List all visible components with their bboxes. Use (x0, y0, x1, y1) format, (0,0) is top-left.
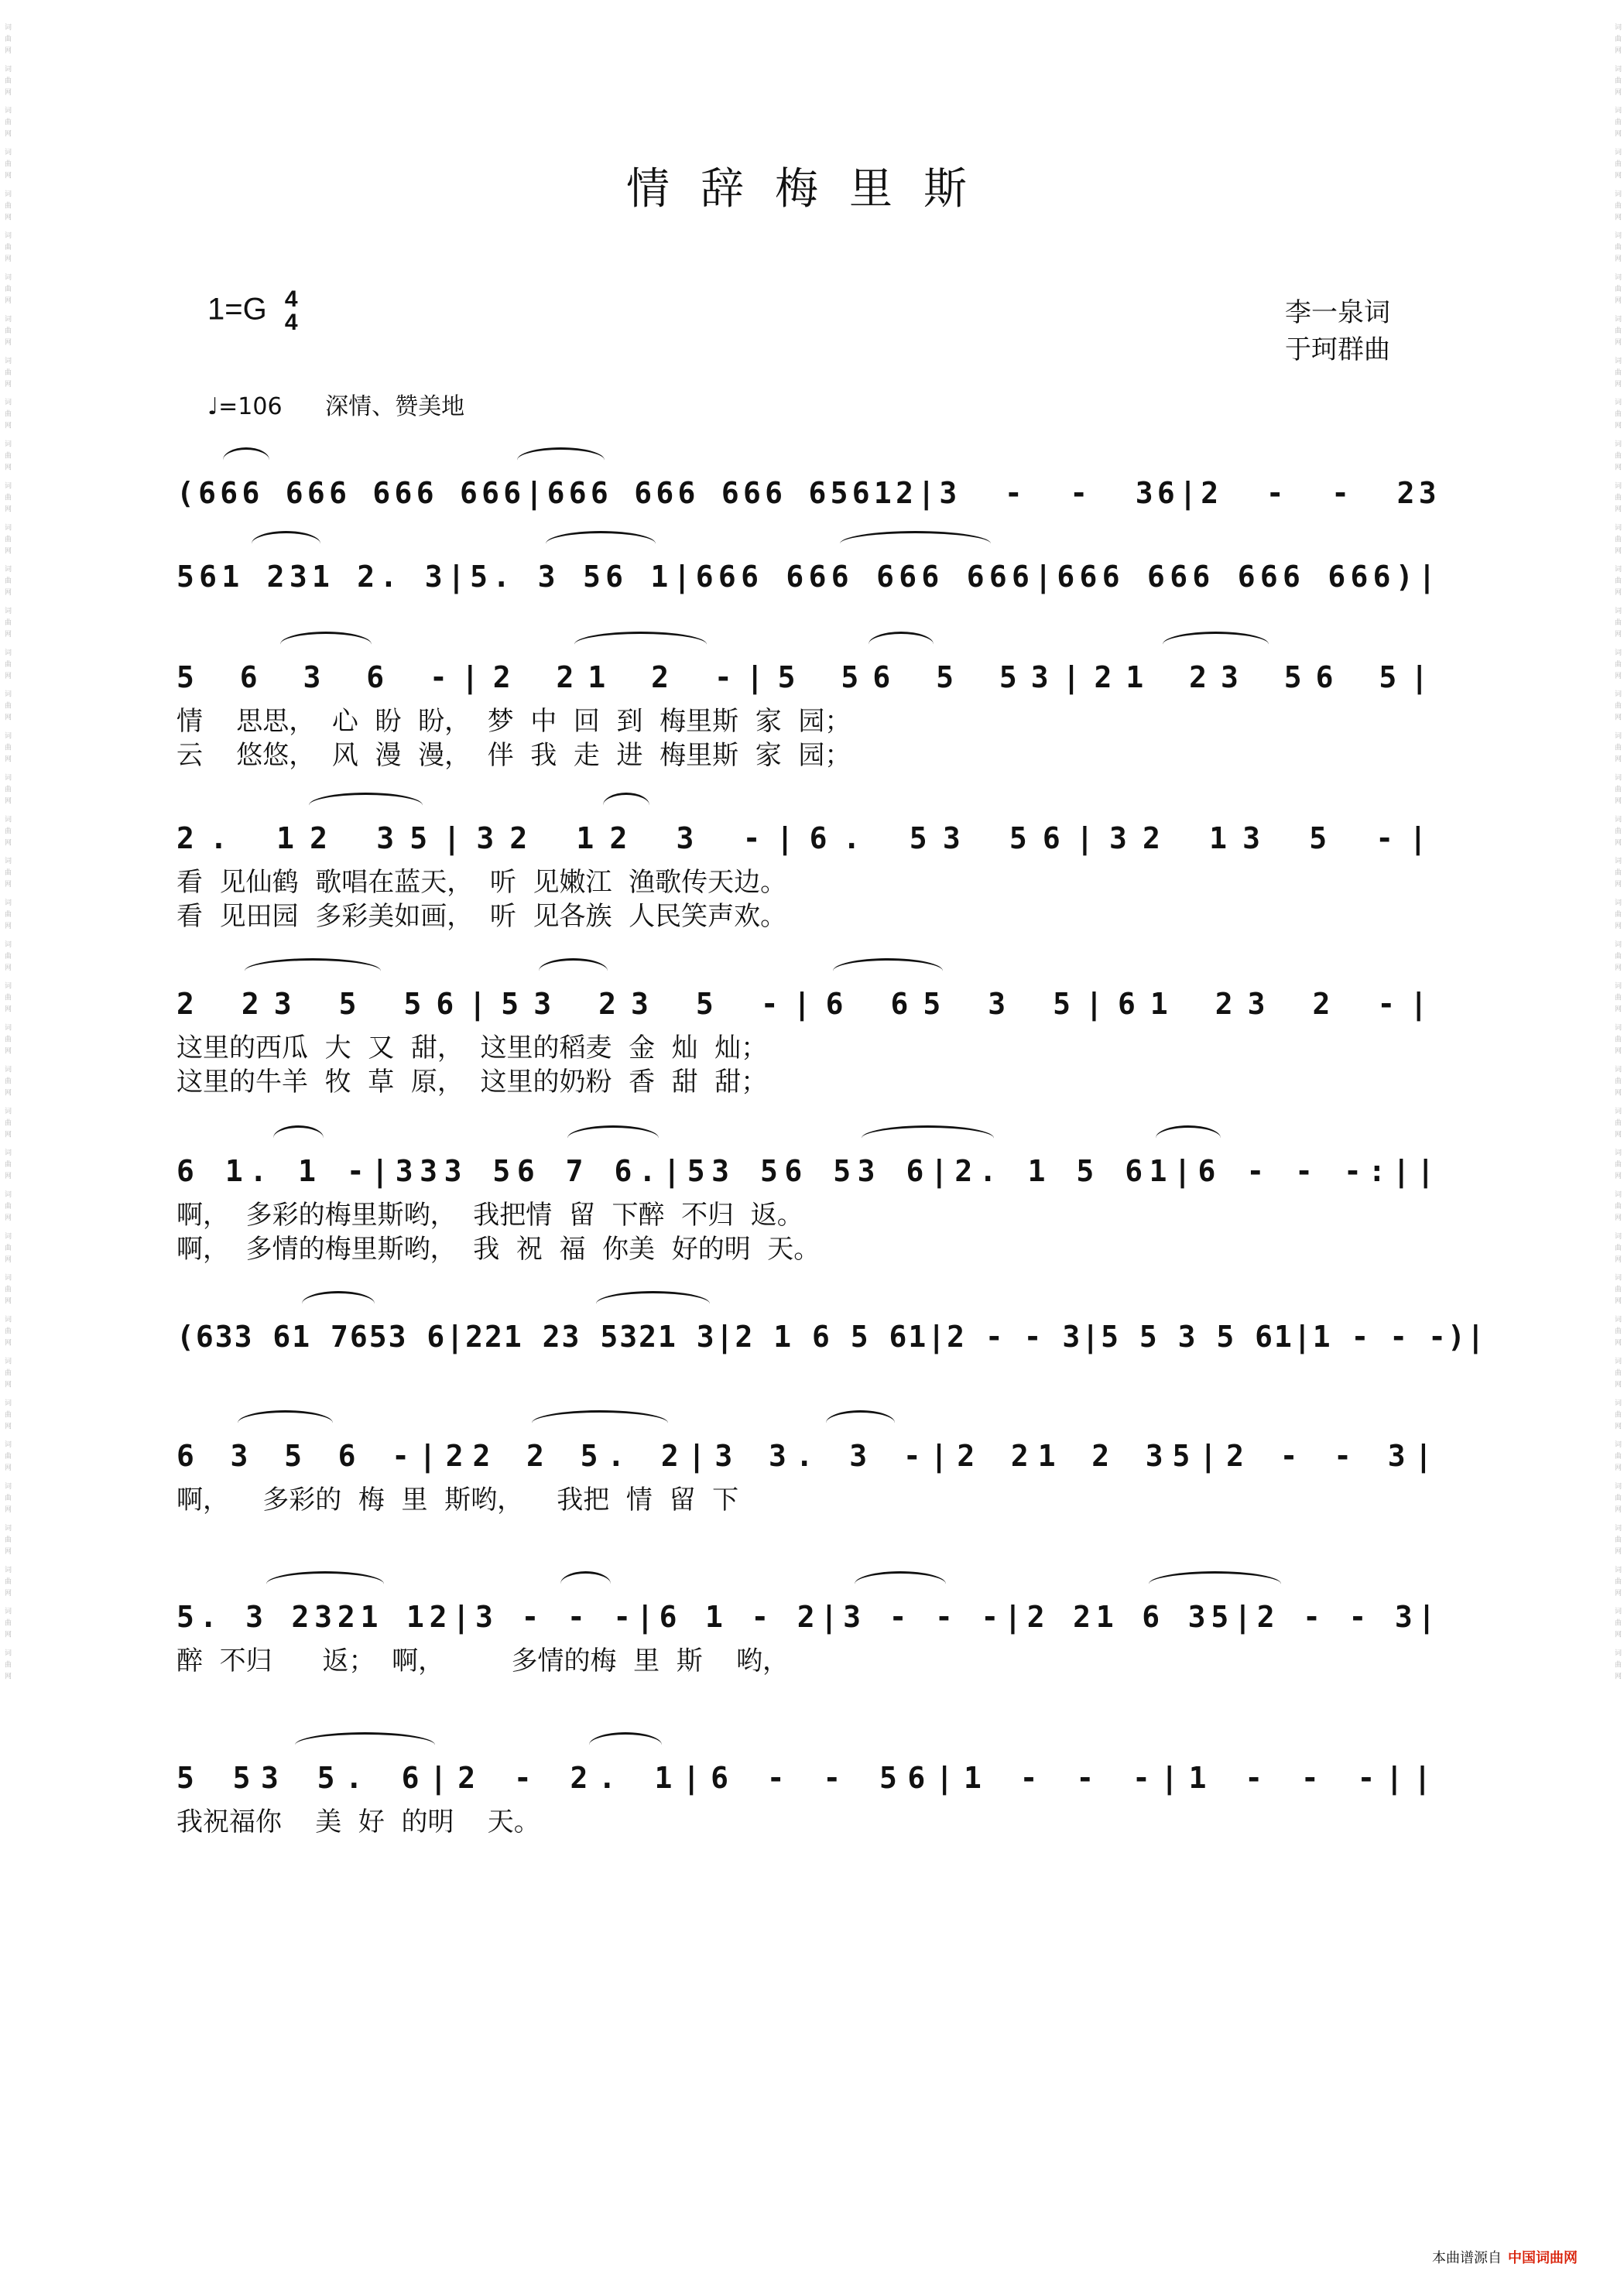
slur-mark (539, 958, 608, 984)
lyric-line: 这里的牛羊 牧 草 原， 这里的奶粉 香 甜 甜； (176, 1067, 768, 1098)
lyric-line: 啊， 多情的梅里斯哟， 我 祝 福 你美 好的明 天。 (176, 1234, 821, 1265)
meter-top: 4 (284, 286, 298, 312)
slur-mark (309, 793, 423, 818)
notation-line: (666 666 666 666|666 666 666 65612|3 - - 36|2 - - 23 (176, 476, 1441, 510)
notation-line: (633 61 7653 6|221 23 5321 3|2 1 6 5 61|2 - - 3|5 5 3 5 61|1 - - -)| (176, 1320, 1486, 1354)
song-title: 情辞梅里斯 (626, 164, 998, 214)
slur-mark (252, 531, 320, 557)
slur-mark (833, 958, 943, 984)
slur-mark (1156, 1125, 1221, 1151)
lyricist: 李一泉词 (1285, 297, 1390, 328)
slur-mark (589, 1732, 662, 1758)
lyric-line: 啊， 多彩的 梅 里 斯哟， 我把 情 留 下 (176, 1485, 739, 1516)
slur-mark (855, 1571, 946, 1597)
right-watermark-strip: 词曲网 词曲网 词曲网 词曲网 词曲网 词曲网 词曲网 词曲网 词曲网 词曲网 词曲网 词曲网 词曲网 词曲网 词曲网 词曲网 词曲网 词曲网 词曲网 词曲网 词曲网 词曲网 词曲网 词曲网 词曲网 词曲网 词曲网 词曲网 词曲网 词曲网 词曲网 词曲网 词曲网 词曲网 词曲网 词曲网 词曲网 词曲网 词曲网 词曲网 (1613, 23, 1621, 1684)
slur-mark (1163, 632, 1269, 657)
slur-mark (302, 1291, 375, 1317)
footer (1432, 2247, 1578, 2267)
slur-mark (238, 1410, 333, 1436)
notation-line: 561 231 2. 3|5. 3 56 1|666 666 666 666|666 666 666 666)| (176, 560, 1441, 594)
left-watermark-strip: 词曲网 词曲网 词曲网 词曲网 词曲网 词曲网 词曲网 词曲网 词曲网 词曲网 词曲网 词曲网 词曲网 词曲网 词曲网 词曲网 词曲网 词曲网 词曲网 词曲网 词曲网 词曲网 词曲网 词曲网 词曲网 词曲网 词曲网 词曲网 词曲网 词曲网 词曲网 词曲网 词曲网 词曲网 词曲网 词曲网 词曲网 词曲网 词曲网 词曲网 (3, 23, 11, 1684)
lyric-line: 啊， 多彩的梅里斯哟， 我把情 留 下醉 不归 返。 (176, 1200, 803, 1231)
slur-mark (245, 958, 381, 984)
footer-brand: 中国词曲网 (1508, 2250, 1578, 2266)
slur-mark (532, 1410, 668, 1436)
key-label: 1=G (207, 292, 267, 327)
tempo-value: ♩=106 (207, 393, 283, 420)
lyric-line: 情 思思， 心 盼 盼， 梦 中 回 到 梅里斯 家 园； (176, 706, 851, 737)
notation-line: 6 1. 1 -|333 56 7 6.|53 56 53 6|2. 1 5 61|6 - - -:|| (176, 1154, 1441, 1188)
composer: 于珂群曲 (1285, 334, 1390, 365)
slur-mark (517, 447, 605, 473)
slur-mark (574, 632, 707, 657)
slur-mark (862, 1125, 994, 1151)
slur-mark (280, 632, 372, 657)
meter-bottom: 4 (284, 310, 298, 335)
lyric-line: 我祝福你 美 好 的明 天。 (176, 1807, 540, 1837)
notation-line: 5. 3 2321 12|3 - - -|6 1 - 2|3 - - -|2 21 6 35|2 - - 3| (176, 1600, 1441, 1634)
slur-mark (840, 531, 991, 557)
slur-mark (596, 1291, 710, 1317)
lyric-line: 看 见仙鹤 歌唱在蓝天， 听 见嫩江 渔歌传天边。 (176, 867, 787, 898)
slur-mark (295, 1732, 435, 1758)
notation-line: 5 6 3 6 -|2 21 2 -|5 56 5 53|21 23 56 5| (176, 660, 1443, 694)
notation-line: 2. 12 35|32 12 3 -|6. 53 56|32 13 5 -| (176, 821, 1443, 855)
slur-mark (826, 1410, 895, 1436)
notation-line: 6 3 5 6 -|22 2 5. 2|3 3. 3 -|2 21 2 35|2 - - 3| (176, 1439, 1442, 1473)
slur-mark (603, 793, 649, 818)
slur-mark (869, 632, 934, 657)
lyric-line: 这里的西瓜 大 又 甜， 这里的稻麦 金 灿 灿； (176, 1033, 768, 1063)
footer-source: 本曲谱源自 (1432, 2250, 1502, 2266)
slur-mark (273, 1125, 324, 1151)
notation-line: 5 53 5. 6|2 - 2. 1|6 - - 56|1 - - -|1 - - -|| (176, 1761, 1442, 1795)
lyric-line: 看 见田园 多彩美如画， 听 见各族 人民笑声欢。 (176, 901, 787, 932)
slur-mark (567, 1125, 659, 1151)
lyric-line: 醉 不归 返； 啊， 多情的梅 里 斯 哟， (176, 1646, 789, 1677)
slur-mark (546, 531, 656, 557)
slur-mark (223, 447, 269, 473)
expression-marking: 深情、赞美地 (325, 393, 465, 420)
slur-mark (266, 1571, 384, 1597)
slur-mark (560, 1571, 611, 1597)
notation-line: 2 23 5 56|53 23 5 -|6 65 3 5|61 23 2 -| (176, 987, 1443, 1021)
slur-mark (1149, 1571, 1281, 1597)
lyric-line: 云 悠悠， 风 漫 漫， 伴 我 走 进 梅里斯 家 园； (176, 740, 851, 771)
